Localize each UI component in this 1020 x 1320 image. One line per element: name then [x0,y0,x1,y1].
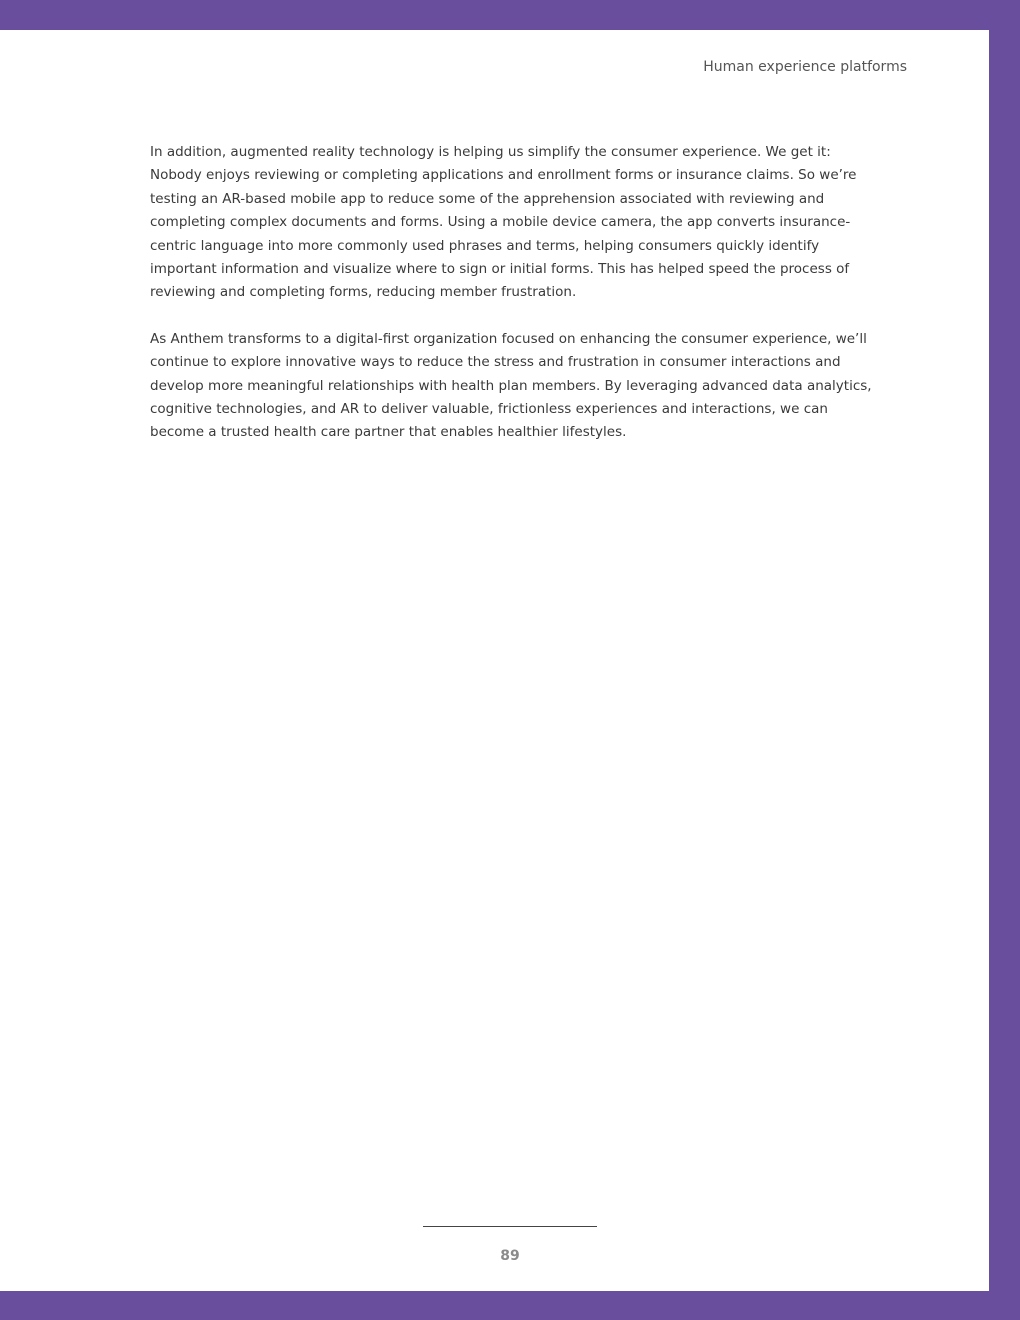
footer-divider [423,1226,597,1227]
frame-bottom-border [0,1291,1020,1320]
paragraph: In addition, augmented reality technology is helping us simplify the consumer experience. We get it: Nobody enjoys reviewing or completing applications and enrollment forms or insurance claims. So we’re testing an AR-based mobile app to reduce some of the apprehension associated with reviewing and completing complex documents and forms. Using a mobile device camera, the app converts insurance-centric language into more commonly used phrases and terms, helping consumers quickly identify important information and visualize where to sign or initial forms. This has helped speed the process of reviewing and completing forms, reducing member frustration. [150,144,857,301]
body-text [150,141,874,468]
paragraph: As Anthem transforms to a digital-first organization focused on enhancing the consumer experience, we’ll continue to explore innovative ways to reduce the stress and frustration in consumer interactions and develop more meaningful relationships with health plan members. By leveraging advanced data analytics, cognitive technologies, and AR to deliver valuable, frictionless experiences and interactions, we can become a trusted health care partner that enables healthier lifestyles. [150,330,872,441]
document-page [0,30,989,1291]
frame-top-border [0,0,1020,30]
running-header: Human experience platforms [703,59,907,75]
page-number: 89 [500,1248,520,1264]
frame-right-border [989,0,1020,1320]
